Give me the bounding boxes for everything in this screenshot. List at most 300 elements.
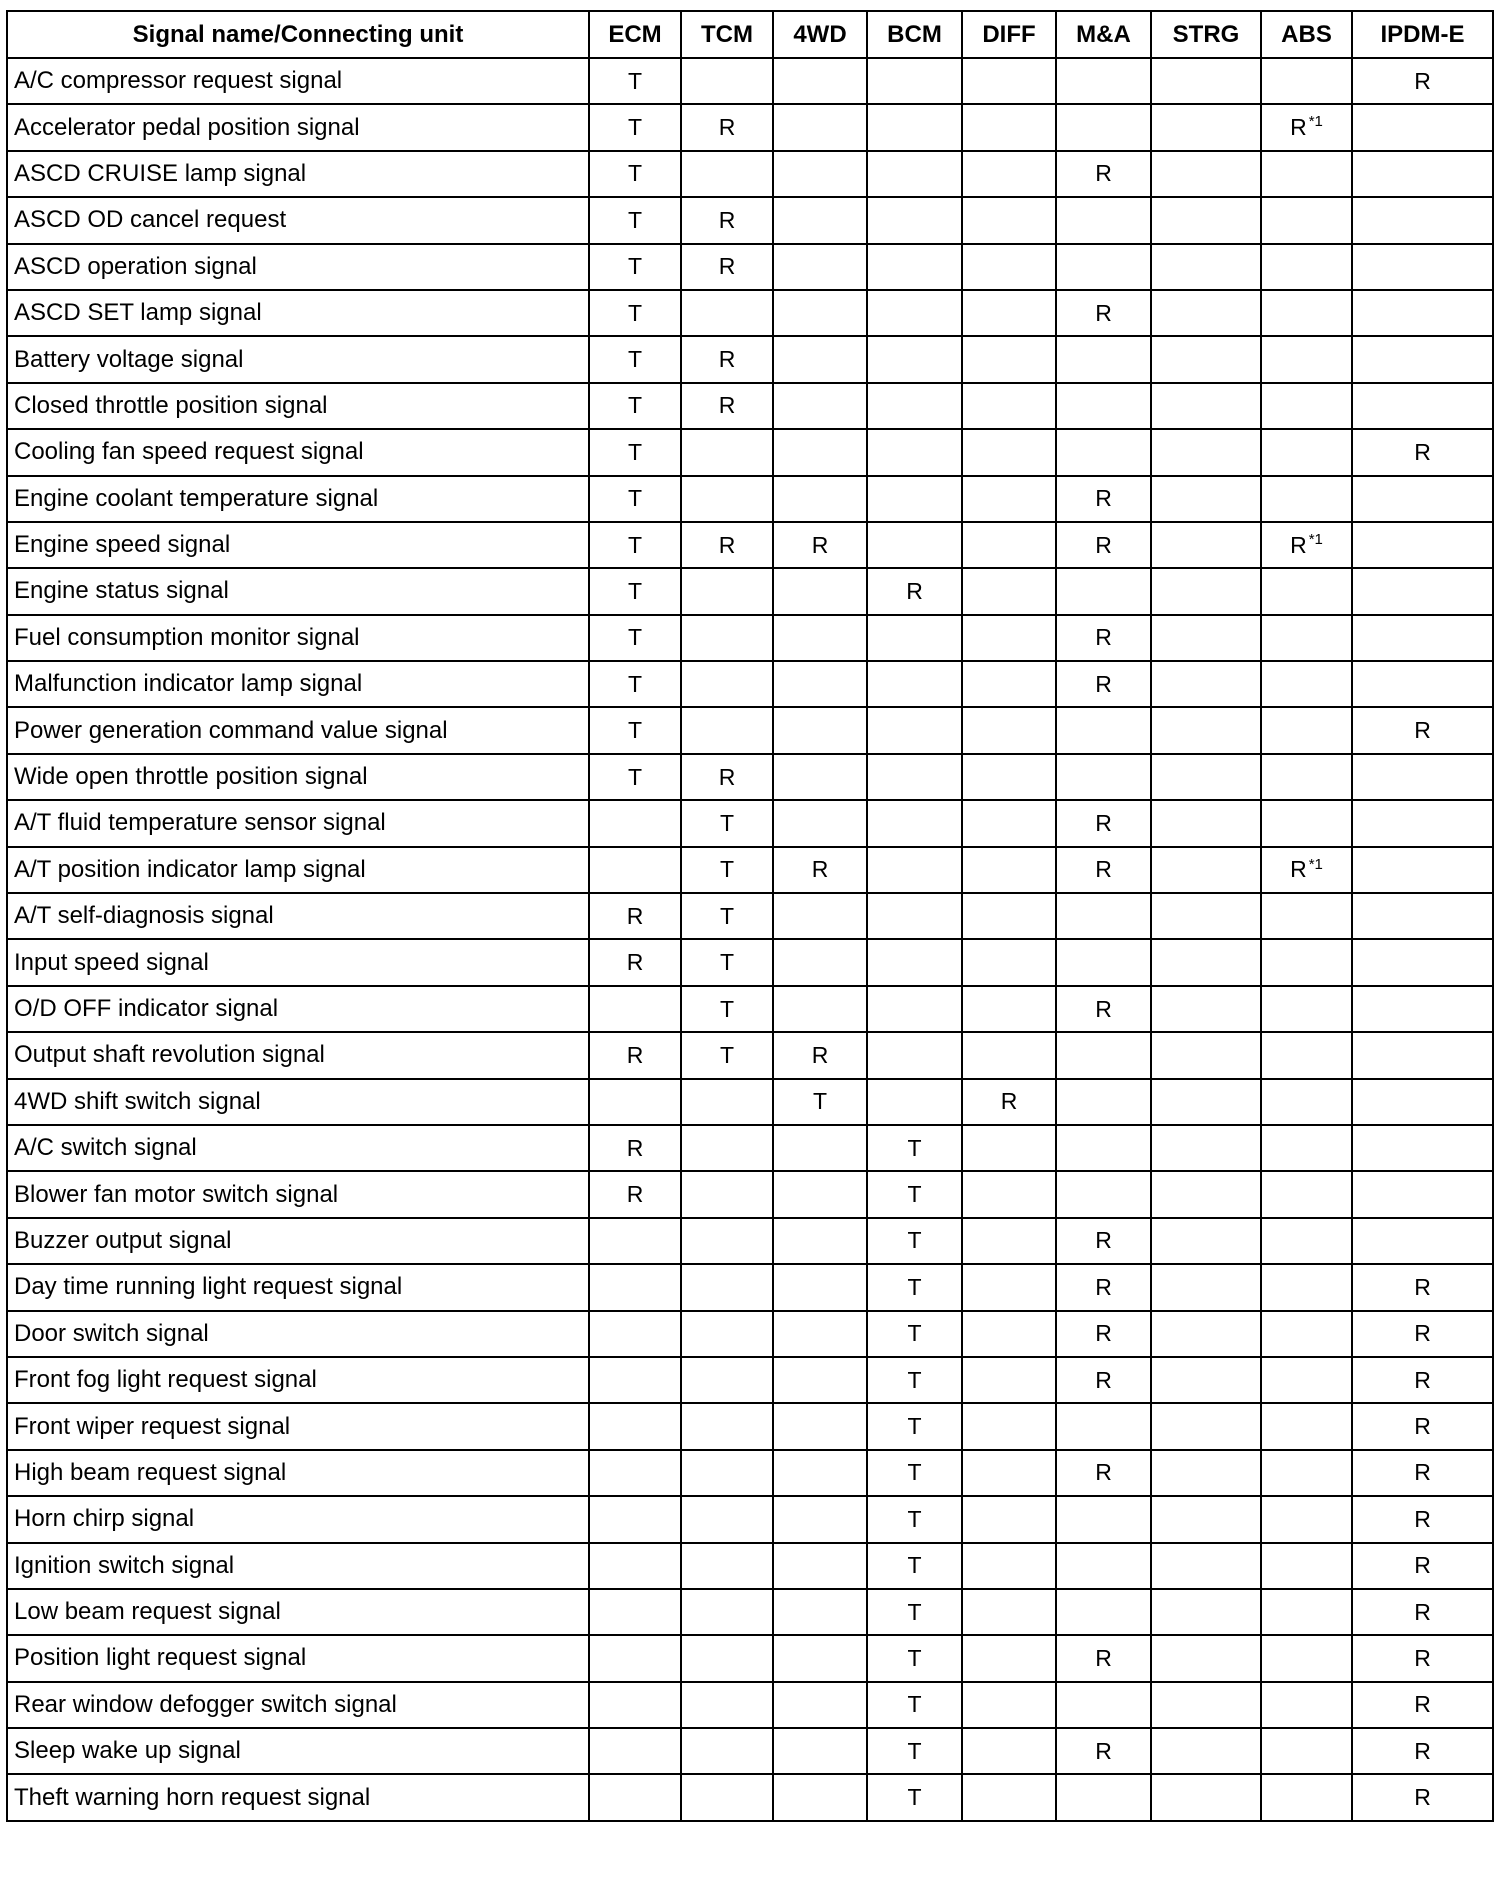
- unit-cell-strg: [1151, 893, 1261, 939]
- can-signal-chart: [6, 10, 1492, 1822]
- signal-name: Theft warning horn request signal: [7, 1774, 589, 1820]
- unit-cell-ipdm-e: [1352, 290, 1493, 336]
- unit-cell-ecm: [589, 800, 681, 846]
- unit-cell-ipdm-e: R: [1352, 1589, 1493, 1635]
- signal-name: Rear window defogger switch signal: [7, 1682, 589, 1728]
- unit-cell-bcm: [867, 476, 962, 522]
- unit-cell-ecm: [589, 1403, 681, 1449]
- unit-cell-4wd: [773, 1125, 867, 1171]
- unit-cell-4wd: [773, 476, 867, 522]
- unit-cell-ipdm-e: R: [1352, 58, 1493, 104]
- unit-cell-ecm: T: [589, 197, 681, 243]
- table-row: [7, 707, 1493, 753]
- unit-cell-abs: [1261, 1311, 1352, 1357]
- unit-cell-strg: [1151, 847, 1261, 893]
- unit-cell-diff: [962, 1635, 1056, 1681]
- table-row: [7, 522, 1493, 568]
- unit-cell-diff: [962, 1032, 1056, 1078]
- unit-cell-abs: [1261, 1450, 1352, 1496]
- table-row: [7, 615, 1493, 661]
- unit-cell-ecm: [589, 1218, 681, 1264]
- table-row: [7, 847, 1493, 893]
- signal-name: Cooling fan speed request signal: [7, 429, 589, 475]
- unit-cell-diff: [962, 383, 1056, 429]
- unit-cell-bcm: T: [867, 1125, 962, 1171]
- unit-cell-m-a: R: [1056, 1218, 1151, 1264]
- unit-cell-m-a: [1056, 197, 1151, 243]
- unit-cell-tcm: [681, 429, 773, 475]
- unit-cell-ecm: [589, 1635, 681, 1681]
- unit-cell-ipdm-e: [1352, 1218, 1493, 1264]
- unit-cell-tcm: [681, 1728, 773, 1774]
- unit-cell-diff: [962, 290, 1056, 336]
- unit-cell-m-a: R: [1056, 661, 1151, 707]
- unit-cell-abs: [1261, 847, 1352, 893]
- signal-table: [6, 10, 1494, 1822]
- unit-cell-4wd: [773, 893, 867, 939]
- unit-cell-strg: [1151, 1496, 1261, 1542]
- signal-name: ASCD SET lamp signal: [7, 290, 589, 336]
- unit-cell-tcm: [681, 1589, 773, 1635]
- unit-cell-ipdm-e: [1352, 476, 1493, 522]
- unit-cell-diff: R: [962, 1079, 1056, 1125]
- unit-cell-m-a: [1056, 1589, 1151, 1635]
- unit-cell-strg: [1151, 754, 1261, 800]
- signal-name: A/T self-diagnosis signal: [7, 893, 589, 939]
- unit-cell-4wd: [773, 197, 867, 243]
- unit-cell-ipdm-e: R: [1352, 1403, 1493, 1449]
- unit-cell-strg: [1151, 1589, 1261, 1635]
- footnote-marker: *1: [1308, 113, 1323, 131]
- unit-cell-strg: [1151, 1774, 1261, 1820]
- unit-cell-abs: [1261, 1774, 1352, 1820]
- cell-mark: R: [1290, 531, 1307, 558]
- table-row: [7, 1125, 1493, 1171]
- unit-cell-4wd: [773, 336, 867, 382]
- table-body: [7, 58, 1493, 1821]
- unit-cell-abs: [1261, 522, 1352, 568]
- unit-cell-tcm: [681, 1264, 773, 1310]
- unit-cell-abs: [1261, 1589, 1352, 1635]
- table-row: [7, 58, 1493, 104]
- unit-cell-tcm: [681, 1171, 773, 1217]
- cell-mark: R: [1290, 114, 1307, 141]
- unit-cell-ecm: [589, 986, 681, 1032]
- table-row: [7, 1774, 1493, 1820]
- unit-cell-bcm: T: [867, 1589, 962, 1635]
- unit-cell-bcm: [867, 1079, 962, 1125]
- table-row: [7, 151, 1493, 197]
- unit-cell-strg: [1151, 800, 1261, 846]
- unit-cell-ecm: T: [589, 754, 681, 800]
- table-row: [7, 1496, 1493, 1542]
- table-row: [7, 939, 1493, 985]
- unit-cell-tcm: [681, 1079, 773, 1125]
- unit-cell-m-a: R: [1056, 290, 1151, 336]
- table-row: [7, 1171, 1493, 1217]
- unit-cell-diff: [962, 568, 1056, 614]
- unit-cell-diff: [962, 1450, 1056, 1496]
- unit-cell-abs: [1261, 1171, 1352, 1217]
- unit-cell-4wd: [773, 1728, 867, 1774]
- signal-name: Horn chirp signal: [7, 1496, 589, 1542]
- unit-cell-strg: [1151, 244, 1261, 290]
- unit-cell-ipdm-e: R: [1352, 1635, 1493, 1681]
- unit-cell-ecm: R: [589, 939, 681, 985]
- unit-cell-bcm: [867, 58, 962, 104]
- unit-cell-m-a: [1056, 383, 1151, 429]
- unit-cell-tcm: [681, 1403, 773, 1449]
- signal-name: Input speed signal: [7, 939, 589, 985]
- unit-cell-tcm: [681, 1218, 773, 1264]
- unit-cell-bcm: T: [867, 1543, 962, 1589]
- unit-cell-diff: [962, 1774, 1056, 1820]
- signal-name: Buzzer output signal: [7, 1218, 589, 1264]
- unit-cell-ecm: T: [589, 290, 681, 336]
- unit-cell-abs: [1261, 1635, 1352, 1681]
- unit-cell-diff: [962, 707, 1056, 753]
- unit-cell-bcm: [867, 244, 962, 290]
- unit-cell-ipdm-e: [1352, 244, 1493, 290]
- unit-cell-tcm: [681, 58, 773, 104]
- unit-cell-ecm: [589, 1450, 681, 1496]
- table-header: [7, 11, 1493, 58]
- unit-cell-tcm: [681, 1450, 773, 1496]
- signal-name: O/D OFF indicator signal: [7, 986, 589, 1032]
- unit-cell-ipdm-e: [1352, 800, 1493, 846]
- unit-cell-abs: [1261, 1218, 1352, 1264]
- unit-cell-tcm: R: [681, 522, 773, 568]
- signal-name: Engine status signal: [7, 568, 589, 614]
- column-header-4wd: 4WD: [773, 11, 867, 58]
- unit-cell-ecm: [589, 1543, 681, 1589]
- unit-cell-diff: [962, 1357, 1056, 1403]
- unit-cell-4wd: [773, 1403, 867, 1449]
- unit-cell-tcm: [681, 661, 773, 707]
- unit-cell-bcm: [867, 847, 962, 893]
- unit-cell-m-a: R: [1056, 476, 1151, 522]
- unit-cell-m-a: [1056, 1496, 1151, 1542]
- unit-cell-bcm: T: [867, 1682, 962, 1728]
- unit-cell-abs: [1261, 1543, 1352, 1589]
- unit-cell-bcm: [867, 336, 962, 382]
- unit-cell-bcm: T: [867, 1635, 962, 1681]
- unit-cell-ecm: R: [589, 893, 681, 939]
- unit-cell-m-a: [1056, 1032, 1151, 1078]
- unit-cell-strg: [1151, 58, 1261, 104]
- unit-cell-4wd: [773, 244, 867, 290]
- unit-cell-diff: [962, 1543, 1056, 1589]
- unit-cell-4wd: [773, 754, 867, 800]
- unit-cell-diff: [962, 58, 1056, 104]
- unit-cell-m-a: R: [1056, 1357, 1151, 1403]
- unit-cell-strg: [1151, 1357, 1261, 1403]
- unit-cell-4wd: [773, 1635, 867, 1681]
- unit-cell-ecm: T: [589, 244, 681, 290]
- table-row: [7, 661, 1493, 707]
- unit-cell-ipdm-e: R: [1352, 1450, 1493, 1496]
- unit-cell-bcm: [867, 429, 962, 475]
- unit-cell-diff: [962, 336, 1056, 382]
- unit-cell-tcm: T: [681, 939, 773, 985]
- unit-cell-diff: [962, 429, 1056, 475]
- signal-name: Day time running light request signal: [7, 1264, 589, 1310]
- unit-cell-ipdm-e: [1352, 336, 1493, 382]
- unit-cell-4wd: [773, 1543, 867, 1589]
- header-row: [7, 11, 1493, 58]
- unit-cell-m-a: [1056, 1774, 1151, 1820]
- table-row: [7, 893, 1493, 939]
- unit-cell-strg: [1151, 707, 1261, 753]
- unit-cell-strg: [1151, 1125, 1261, 1171]
- unit-cell-m-a: [1056, 1125, 1151, 1171]
- unit-cell-bcm: [867, 754, 962, 800]
- signal-name: Position light request signal: [7, 1635, 589, 1681]
- unit-cell-4wd: [773, 986, 867, 1032]
- unit-cell-strg: [1151, 568, 1261, 614]
- unit-cell-ipdm-e: [1352, 197, 1493, 243]
- table-row: [7, 429, 1493, 475]
- unit-cell-diff: [962, 1171, 1056, 1217]
- unit-cell-abs: [1261, 1403, 1352, 1449]
- unit-cell-abs: [1261, 336, 1352, 382]
- column-header-ecm: ECM: [589, 11, 681, 58]
- signal-name: Engine speed signal: [7, 522, 589, 568]
- table-row: [7, 1728, 1493, 1774]
- unit-cell-diff: [962, 800, 1056, 846]
- table-row: [7, 1079, 1493, 1125]
- signal-name: A/C switch signal: [7, 1125, 589, 1171]
- signal-name: ASCD CRUISE lamp signal: [7, 151, 589, 197]
- unit-cell-strg: [1151, 1543, 1261, 1589]
- unit-cell-ipdm-e: R: [1352, 1774, 1493, 1820]
- unit-cell-4wd: [773, 151, 867, 197]
- unit-cell-ipdm-e: [1352, 893, 1493, 939]
- unit-cell-tcm: R: [681, 197, 773, 243]
- unit-cell-m-a: R: [1056, 800, 1151, 846]
- unit-cell-ecm: T: [589, 568, 681, 614]
- unit-cell-diff: [962, 754, 1056, 800]
- unit-cell-ecm: T: [589, 476, 681, 522]
- unit-cell-ipdm-e: R: [1352, 1682, 1493, 1728]
- table-row: [7, 1264, 1493, 1310]
- footnote-marker: *1: [1308, 530, 1323, 548]
- unit-cell-4wd: [773, 1218, 867, 1264]
- unit-cell-4wd: T: [773, 1079, 867, 1125]
- unit-cell-tcm: T: [681, 986, 773, 1032]
- unit-cell-diff: [962, 1589, 1056, 1635]
- unit-cell-tcm: [681, 1311, 773, 1357]
- unit-cell-4wd: [773, 939, 867, 985]
- unit-cell-ecm: T: [589, 707, 681, 753]
- unit-cell-abs: [1261, 1264, 1352, 1310]
- unit-cell-4wd: [773, 1774, 867, 1820]
- unit-cell-abs: [1261, 429, 1352, 475]
- unit-cell-ecm: [589, 1589, 681, 1635]
- unit-cell-4wd: [773, 1496, 867, 1542]
- signal-name: ASCD OD cancel request: [7, 197, 589, 243]
- unit-cell-abs: [1261, 939, 1352, 985]
- unit-cell-strg: [1151, 1728, 1261, 1774]
- unit-cell-abs: [1261, 754, 1352, 800]
- unit-cell-ecm: [589, 1728, 681, 1774]
- unit-cell-4wd: [773, 615, 867, 661]
- cell-mark: R: [1290, 856, 1307, 883]
- unit-cell-bcm: T: [867, 1728, 962, 1774]
- table-row: [7, 1450, 1493, 1496]
- unit-cell-tcm: R: [681, 104, 773, 150]
- table-row: [7, 476, 1493, 522]
- unit-cell-strg: [1151, 615, 1261, 661]
- unit-cell-4wd: [773, 1171, 867, 1217]
- signal-name: Malfunction indicator lamp signal: [7, 661, 589, 707]
- unit-cell-bcm: T: [867, 1403, 962, 1449]
- unit-cell-bcm: T: [867, 1450, 962, 1496]
- unit-cell-abs: [1261, 800, 1352, 846]
- unit-cell-strg: [1151, 1264, 1261, 1310]
- unit-cell-abs: [1261, 1682, 1352, 1728]
- unit-cell-strg: [1151, 1079, 1261, 1125]
- unit-cell-strg: [1151, 290, 1261, 336]
- unit-cell-abs: [1261, 893, 1352, 939]
- unit-cell-strg: [1151, 1311, 1261, 1357]
- unit-cell-4wd: [773, 290, 867, 336]
- unit-cell-tcm: R: [681, 336, 773, 382]
- unit-cell-m-a: [1056, 1543, 1151, 1589]
- unit-cell-bcm: [867, 661, 962, 707]
- unit-cell-tcm: [681, 290, 773, 336]
- unit-cell-abs: [1261, 151, 1352, 197]
- unit-cell-ecm: R: [589, 1171, 681, 1217]
- unit-cell-tcm: T: [681, 847, 773, 893]
- unit-cell-m-a: R: [1056, 1450, 1151, 1496]
- unit-cell-bcm: T: [867, 1496, 962, 1542]
- unit-cell-4wd: [773, 1589, 867, 1635]
- unit-cell-m-a: R: [1056, 615, 1151, 661]
- unit-cell-tcm: R: [681, 383, 773, 429]
- unit-cell-tcm: R: [681, 754, 773, 800]
- signal-name: Blower fan motor switch signal: [7, 1171, 589, 1217]
- unit-cell-bcm: [867, 383, 962, 429]
- table-row: [7, 336, 1493, 382]
- unit-cell-ipdm-e: R: [1352, 1543, 1493, 1589]
- unit-cell-m-a: [1056, 429, 1151, 475]
- table-row: [7, 1543, 1493, 1589]
- unit-cell-ipdm-e: R: [1352, 707, 1493, 753]
- signal-name: Fuel consumption monitor signal: [7, 615, 589, 661]
- unit-cell-ipdm-e: [1352, 104, 1493, 150]
- unit-cell-diff: [962, 244, 1056, 290]
- column-header-ipdm-e: IPDM-E: [1352, 11, 1493, 58]
- table-row: [7, 290, 1493, 336]
- footnote-marker: *1: [1308, 855, 1323, 873]
- signal-name: Front fog light request signal: [7, 1357, 589, 1403]
- unit-cell-abs: [1261, 1496, 1352, 1542]
- unit-cell-bcm: [867, 800, 962, 846]
- signal-name: ASCD operation signal: [7, 244, 589, 290]
- unit-cell-abs: [1261, 1357, 1352, 1403]
- column-header-signal-name: Signal name/Connecting unit: [7, 11, 589, 58]
- unit-cell-bcm: [867, 939, 962, 985]
- unit-cell-m-a: [1056, 1403, 1151, 1449]
- unit-cell-m-a: [1056, 939, 1151, 985]
- unit-cell-bcm: [867, 707, 962, 753]
- signal-name: High beam request signal: [7, 1450, 589, 1496]
- signal-name: Engine coolant temperature signal: [7, 476, 589, 522]
- unit-cell-m-a: [1056, 707, 1151, 753]
- unit-cell-ecm: [589, 847, 681, 893]
- unit-cell-abs: [1261, 1079, 1352, 1125]
- signal-name: Ignition switch signal: [7, 1543, 589, 1589]
- unit-cell-4wd: [773, 104, 867, 150]
- unit-cell-ipdm-e: [1352, 1125, 1493, 1171]
- unit-cell-diff: [962, 522, 1056, 568]
- unit-cell-strg: [1151, 522, 1261, 568]
- column-header-diff: DIFF: [962, 11, 1056, 58]
- unit-cell-strg: [1151, 939, 1261, 985]
- unit-cell-strg: [1151, 383, 1261, 429]
- unit-cell-ipdm-e: [1352, 986, 1493, 1032]
- unit-cell-abs: [1261, 707, 1352, 753]
- unit-cell-ecm: T: [589, 58, 681, 104]
- unit-cell-4wd: [773, 58, 867, 104]
- unit-cell-bcm: T: [867, 1357, 962, 1403]
- unit-cell-m-a: R: [1056, 1264, 1151, 1310]
- unit-cell-tcm: T: [681, 893, 773, 939]
- unit-cell-ipdm-e: R: [1352, 1728, 1493, 1774]
- unit-cell-abs: [1261, 1032, 1352, 1078]
- unit-cell-strg: [1151, 336, 1261, 382]
- table-row: [7, 1682, 1493, 1728]
- unit-cell-4wd: [773, 429, 867, 475]
- table-row: [7, 1357, 1493, 1403]
- unit-cell-bcm: T: [867, 1774, 962, 1820]
- table-row: [7, 1032, 1493, 1078]
- unit-cell-abs: [1261, 568, 1352, 614]
- unit-cell-abs: [1261, 661, 1352, 707]
- unit-cell-strg: [1151, 1450, 1261, 1496]
- column-header-m-a: M&A: [1056, 11, 1151, 58]
- table-row: [7, 800, 1493, 846]
- unit-cell-strg: [1151, 1032, 1261, 1078]
- unit-cell-diff: [962, 1728, 1056, 1774]
- table-row: [7, 1403, 1493, 1449]
- unit-cell-bcm: [867, 290, 962, 336]
- unit-cell-ipdm-e: [1352, 568, 1493, 614]
- unit-cell-diff: [962, 847, 1056, 893]
- unit-cell-ipdm-e: [1352, 661, 1493, 707]
- unit-cell-ipdm-e: R: [1352, 1357, 1493, 1403]
- unit-cell-4wd: [773, 1357, 867, 1403]
- unit-cell-abs: [1261, 244, 1352, 290]
- unit-cell-diff: [962, 1264, 1056, 1310]
- table-row: [7, 383, 1493, 429]
- unit-cell-strg: [1151, 1171, 1261, 1217]
- unit-cell-tcm: [681, 151, 773, 197]
- unit-cell-tcm: [681, 615, 773, 661]
- unit-cell-abs: [1261, 197, 1352, 243]
- unit-cell-ecm: [589, 1357, 681, 1403]
- unit-cell-abs: [1261, 1728, 1352, 1774]
- unit-cell-m-a: R: [1056, 1635, 1151, 1681]
- unit-cell-abs: [1261, 290, 1352, 336]
- unit-cell-tcm: [681, 1496, 773, 1542]
- unit-cell-ipdm-e: [1352, 754, 1493, 800]
- unit-cell-abs: [1261, 383, 1352, 429]
- unit-cell-strg: [1151, 661, 1261, 707]
- unit-cell-bcm: [867, 197, 962, 243]
- unit-cell-tcm: [681, 1682, 773, 1728]
